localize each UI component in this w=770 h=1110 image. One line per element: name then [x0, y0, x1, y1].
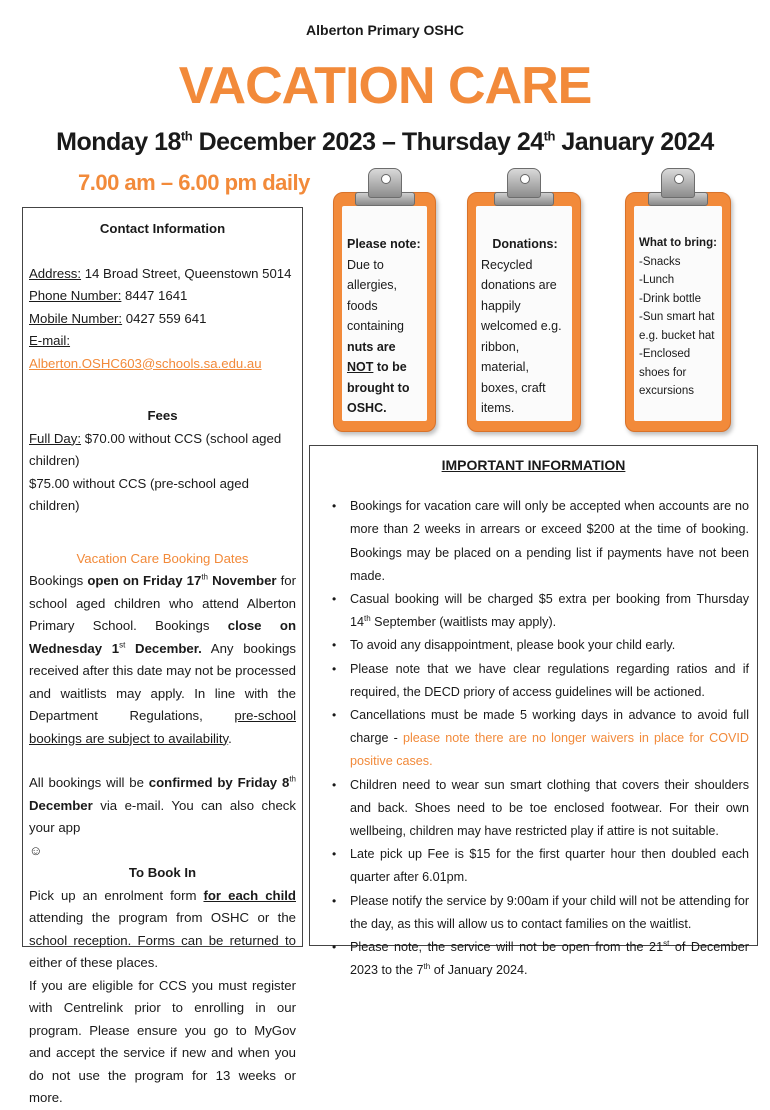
- mobile-label: Mobile Number:: [29, 310, 123, 326]
- cancellation-text: Cancellations must be made 5 working days in advance to avoid full charge -: [350, 708, 749, 746]
- ccs-text: If you are eligible for CCS you must register with Centrelink prior to enrolling in our program. Please ensure you go to MyGov and accept the service if new and when you do not use the program for 13 weeks or more.: [29, 977, 296, 1105]
- date-range: [0, 128, 770, 157]
- booking-text-4: .: [228, 730, 232, 746]
- date-middle: December 2023 – Thursday 24: [192, 128, 544, 156]
- smiley-icon: ☺: [29, 842, 43, 858]
- nuts-warning-end: to be brought to OSHC.: [347, 360, 410, 415]
- confirm-text-1: All bookings will be: [29, 775, 149, 790]
- important-item-casual: [318, 588, 749, 634]
- booking-close-date: close on Wednesday 1: [29, 618, 297, 656]
- phone-line: [29, 285, 296, 308]
- confirm-text-2: via e-mail. You can also check your app: [29, 797, 296, 835]
- important-item-ratios: • Please note that we have clear regulations regarding ratios and if required, the DECD priory of access guidelines will be actioned.: [318, 658, 749, 704]
- please-note-text: [347, 234, 424, 419]
- closure-suffix-1: st: [663, 938, 670, 948]
- important-item-late-fee: • Late pick up Fee is $15 for the first quarter hour then doubled each quarter after 6.01pm.: [318, 843, 749, 889]
- bring-item: -Sun smart hat e.g. bucket hat: [639, 311, 715, 342]
- to-book-text-1: Pick up an enrolment form: [29, 887, 204, 903]
- email-link[interactable]: Alberton.OSHC603@schools.sa.edu.au: [29, 355, 262, 371]
- booking-close-suffix: st: [119, 640, 126, 650]
- fees-line-1: [29, 428, 296, 473]
- booking-text-3: Any bookings received after this date may not be processed and waitlists may apply. In line with the Department Regulations,: [29, 640, 297, 723]
- mobile-line: [29, 308, 296, 331]
- bring-item: -Snacks: [639, 255, 681, 268]
- covid-waiver-note: please note there are no longer waivers in place for COVID positive cases.: [350, 731, 749, 769]
- casual-text-1: Casual booking will be charged $5 extra per booking from Thursday 14: [350, 592, 749, 630]
- nuts-warning: nuts are: [347, 339, 396, 354]
- clipboard-clasp-icon: [368, 168, 402, 198]
- booking-close-month: December.: [125, 640, 202, 656]
- important-item-closure: [318, 936, 749, 982]
- donations-body: Recycled donations are happily welcomed e.g. ribbon, material, boxes, craft items.: [481, 257, 562, 415]
- date-start-suffix: th: [180, 128, 193, 144]
- date-end: January 2024: [554, 128, 714, 156]
- confirm-date: confirmed by Friday 8: [148, 775, 290, 790]
- booking-text-2: for school aged children who attend Alberton Primary School. Bookings: [29, 573, 297, 633]
- confirm-suffix: th: [289, 774, 296, 784]
- email-line: [29, 330, 296, 375]
- bring-item: -Drink bottle: [639, 292, 701, 305]
- for-each-child: for each child: [203, 887, 296, 903]
- address-label: Address:: [29, 265, 82, 281]
- confirmation-text: [29, 772, 296, 840]
- donations-text: [481, 234, 569, 419]
- date-end-suffix: th: [543, 128, 555, 144]
- important-information-panel: [309, 445, 758, 978]
- what-to-bring-heading: What to bring:: [639, 237, 717, 249]
- important-item-cancellations: [318, 704, 749, 774]
- mobile-value: 0427 559 641: [122, 310, 207, 326]
- important-item-notify: • Please notify the service by 9:00am if your child will not be attending for the day, as this will allow us to contact families on the waitlist.: [318, 890, 749, 936]
- contact-and-booking-panel: [22, 207, 303, 1105]
- what-to-bring-text: [639, 234, 719, 401]
- to-book-heading: To Book In: [128, 865, 197, 880]
- preschool-availability: pre-school bookings are subject to availability: [29, 708, 296, 746]
- booking-dates-text: [29, 570, 296, 750]
- closure-text-2: of December 2023 to the 7: [350, 940, 749, 978]
- to-book-text: [29, 885, 296, 975]
- clipboard-clasp-icon: [661, 168, 695, 198]
- booking-dates-heading: Vacation Care Booking Dates: [76, 550, 249, 566]
- important-list: [318, 495, 749, 982]
- email-label: E-mail:: [29, 333, 71, 348]
- donations-heading: Donations:: [492, 237, 558, 251]
- clipboard-clasp-icon: [507, 168, 541, 198]
- date-start: Monday 18: [56, 128, 181, 156]
- booking-text-1: Bookings: [29, 573, 88, 588]
- bring-item: -Enclosed shoes for excursions: [639, 348, 694, 397]
- please-note-heading: Please note:: [347, 237, 421, 251]
- phone-value: 8447 1641: [121, 288, 188, 303]
- contact-heading: Contact Information: [99, 221, 226, 236]
- casual-text-2: September (waitlists may apply).: [370, 615, 557, 630]
- important-item-early: • To avoid any disappointment, please book your child early.: [318, 634, 749, 657]
- closure-text-3: of January 2024.: [430, 963, 528, 978]
- full-day-label: Full Day:: [29, 430, 82, 446]
- confirm-month: December: [29, 797, 93, 813]
- important-item-accounts: • Bookings for vacation care will only be accepted when accounts are no more than 2 weeks in arrears or exceed $200 at the time of booking. Bookings may be placed on a pending list if payments have not been made.: [318, 495, 749, 588]
- booking-open-suffix: th: [201, 572, 208, 582]
- page-title: VACATION CARE: [178, 57, 592, 115]
- important-heading: IMPORTANT INFORMATION: [441, 457, 626, 473]
- fees-heading: Fees: [147, 408, 178, 423]
- booking-open-month: November: [212, 573, 277, 588]
- casual-suffix: th: [364, 614, 371, 624]
- please-note-body: Due to allergies, foods containing: [347, 257, 404, 333]
- bring-item: -Lunch: [639, 274, 675, 286]
- closure-text-1: Please note, the service will not be open from the 21: [350, 940, 664, 955]
- address-line: [29, 263, 296, 286]
- organisation-name: Alberton Primary OSHC: [306, 22, 464, 38]
- fees-line-2: $75.00 without CCS (pre-school aged children): [29, 475, 249, 513]
- address-value: 14 Broad Street, Queenstown 5014: [81, 265, 292, 281]
- fees-school-aged: $70.00 without CCS (school aged children): [29, 430, 282, 468]
- important-item-clothing: • Children need to wear sun smart clothing that covers their shoulders and back. Shoes need to be toe enclosed footwear. For their own wellbeing, children may have restricted play if attire is not suitable.: [318, 774, 749, 844]
- closure-suffix-2: th: [423, 962, 431, 972]
- to-book-text-2: attending the program from OSHC or the school reception. Forms can be returned to either of these places.: [29, 910, 296, 970]
- booking-open-date: open on Friday 17: [87, 573, 202, 588]
- phone-label: Phone Number:: [29, 288, 122, 303]
- not-emphasis: NOT: [347, 360, 374, 374]
- daily-hours: 7.00 am – 6.00 pm daily: [78, 170, 310, 195]
